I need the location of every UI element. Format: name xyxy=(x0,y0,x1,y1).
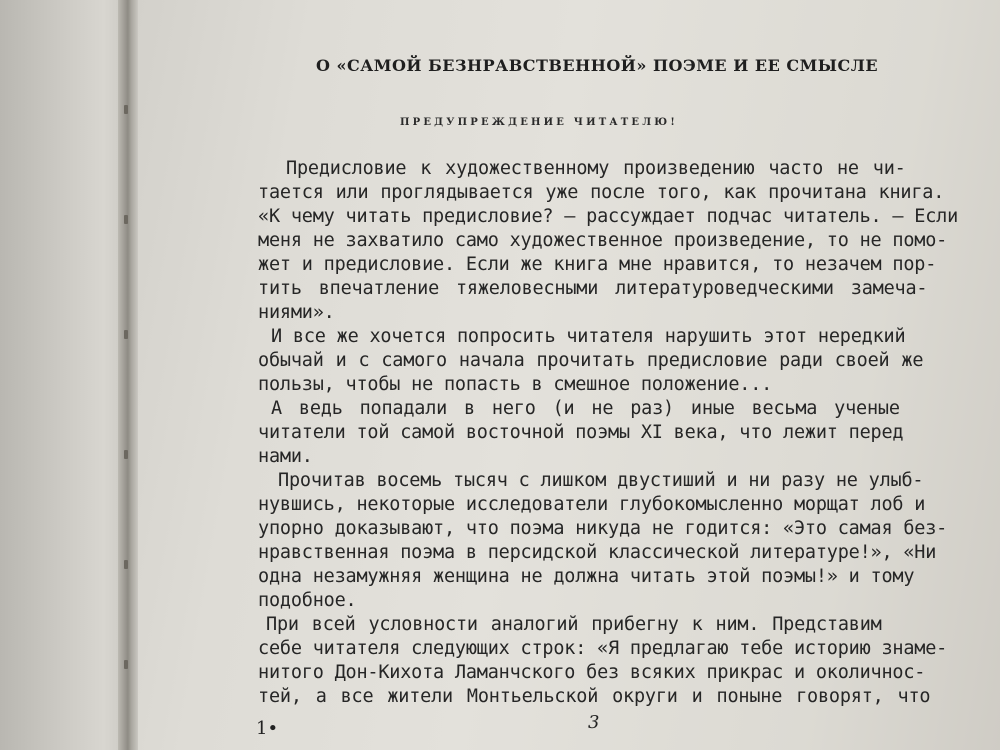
binding-stitch xyxy=(124,660,128,669)
text-line: ниями». xyxy=(258,302,335,323)
text-line: тить впечатление тяжеловесными литературоведческими замеча- xyxy=(258,278,928,299)
text-line: одна незамужняя женщина не должна читать этой поэмы!» и тому xyxy=(258,566,915,587)
binding-stitch xyxy=(124,105,128,114)
signature-mark: 1• xyxy=(256,718,279,739)
binding-stitch xyxy=(124,560,128,569)
text-line: подобное. xyxy=(258,590,357,611)
text-line: себе читателя следующих строк: «Я предлагаю тебе историю знаме- xyxy=(258,638,948,659)
text-line: тей, а все жители Монтьельской округи и поныне говорят, что xyxy=(258,686,931,707)
text-line: тается или проглядывается уже после того, как прочитана книга. xyxy=(258,182,945,203)
facing-page xyxy=(0,0,130,750)
book-page xyxy=(138,0,1000,750)
text-line: пользы, чтобы не попасть в смешное положение... xyxy=(258,374,773,395)
text-line: нами. xyxy=(258,446,313,467)
text-line: нравственная поэма в персидской классической литературе!», «Ни xyxy=(258,542,937,563)
text-line: жет и предисловие. Если же книга мне нравится, то незачем пор- xyxy=(258,254,937,275)
text-line: обычай и с самого начала прочитать предисловие ради своей же xyxy=(258,350,924,371)
page-number: 3 xyxy=(588,712,600,733)
chapter-title: О «САМОЙ БЕЗНРАВСТВЕННОЙ» ПОЭМЕ И ЕЕ СМЫСЛЕ xyxy=(316,56,879,75)
text-line: читатели той самой восточной поэмы XI века, что лежит перед xyxy=(258,422,904,443)
text-line: Прочитав восемь тысяч с лишком двустиший и ни разу не улыб- xyxy=(278,470,924,491)
chapter-subtitle: ПРЕДУПРЕЖДЕНИЕ ЧИТАТЕЛЮ! xyxy=(400,117,678,128)
text-line: И все же хочется попросить читателя нарушить этот нередкий xyxy=(271,326,906,347)
text-line: При всей условности аналогий прибегну к ним. Представим xyxy=(266,614,882,635)
text-line: А ведь попадали в него (и не раз) иные весьма ученые xyxy=(271,398,900,419)
binding-stitch xyxy=(124,330,128,339)
text-line: нувшись, некоторые исследователи глубокомысленно морщат лоб и xyxy=(258,494,926,515)
binding-stitch xyxy=(124,215,128,224)
text-line: меня не захватило само художественное произведение, то не помо- xyxy=(258,230,948,251)
text-line: Предисловие к художественному произведению часто не чи- xyxy=(286,158,906,179)
text-line: нитого Дон-Кихота Ламанчского без всяких прикрас и околичнос- xyxy=(258,662,926,683)
text-line: «К чему читать предисловие? — рассуждает подчас читатель. — Если xyxy=(258,206,959,227)
text-line: упорно доказывают, что поэма никуда не годится: «Это самая без- xyxy=(258,518,948,539)
book-gutter xyxy=(118,0,140,750)
binding-stitch xyxy=(124,450,128,459)
